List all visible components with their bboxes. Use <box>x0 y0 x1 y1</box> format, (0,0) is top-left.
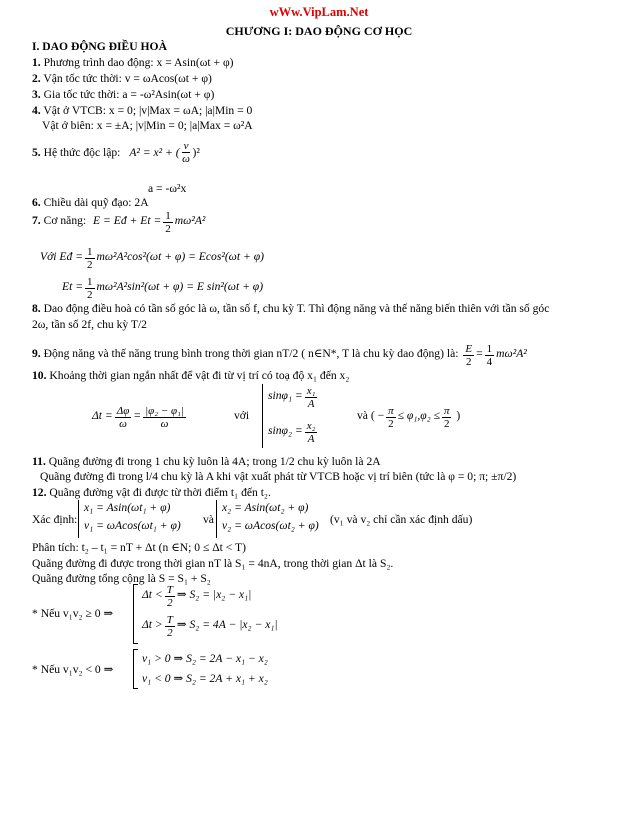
case-1-label: * Nếu v₁v₂ ≥ 0 ⇒ <box>32 607 114 620</box>
item-7c: Et = $\frac{1}{2}$ mω²A²sin²(ωt + φ) = E sin²(ωt + φ) <box>62 276 264 301</box>
item-3: 3. Gia tốc tức thời: a = -ω²Asin(ωt + φ) <box>32 88 215 101</box>
item-4: 4. Vật ở VTCB: x = 0; |v|Max = ωA; |a|Min = 0 <box>32 104 253 117</box>
item-11: 11. Quãng đường đi trong 1 chu kỳ luôn là 4A; trong 1/2 chu kỳ luôn là 2A <box>32 455 381 468</box>
sin-phi2: sinφ₂ = $\frac{\text{x₂}}{A}$ <box>268 420 316 445</box>
with-label: với <box>234 409 250 422</box>
and-label: và <box>203 513 214 526</box>
determine-label: Xác định: <box>32 513 78 526</box>
case-1a: Δt < $\frac{T}{2}$ ⇒ S₂ = |x₂ − x₁| <box>142 584 252 609</box>
item-8b: 2ω, tần số 2f, chu kỳ T/2 <box>32 318 147 331</box>
brace-2 <box>216 500 217 538</box>
case-2-label: * Nếu v₁v₂ < 0 ⇒ <box>32 663 114 676</box>
item-5b: a = -ω²x <box>148 182 187 195</box>
item-2: 2. Vận tốc tức thời: v = ωAcos(ωt + φ) <box>32 72 212 85</box>
delta-t-formula: Δt = $\frac{\Delta\varphi}{\omega}$ = $\frac{\text{|φ₂ − φ₁|}}{\omega}$ <box>92 405 184 430</box>
case-2a: v₁ > 0 ⇒ S₂ = 2A − x₁ − x₂ <box>142 652 268 665</box>
system-brace <box>262 384 263 448</box>
phi-range: và ( − $\frac{\pi}{2}$ ≤ φ₁,φ₂ ≤ $\frac{\pi}{2}$ ) <box>357 405 461 430</box>
item-1: 1. Phương trình dao động: x = Asin(ωt + φ) <box>32 56 234 69</box>
case-1-bracket <box>133 584 138 644</box>
chapter-title: CHƯƠNG I: DAO ĐỘNG CƠ HỌC <box>225 24 413 38</box>
eq-x1: x₁ = Asin(ωt₁ + φ) <box>84 501 171 514</box>
item-9: 9. Động năng và thế năng trung bình trong thời gian nT/2 ( n∈N*, T là chu kỳ dao động) là: $\frac{E}{2}$ = $\frac{1}{4}$ mω²A² <box>32 343 527 368</box>
brace-1 <box>78 500 79 538</box>
case-2b: v₁ < 0 ⇒ S₂ = 2A + x₁ + x₂ <box>142 672 268 685</box>
case-1b: Δt > $\frac{T}{2}$ ⇒ S₂ = 4A − |x₂ − x₁| <box>142 614 278 639</box>
item-8: 8. Dao động điều hoà có tần số góc là ω, tần số f, chu kỳ T. Thì động năng và thế năng biến thiên với tần số góc <box>32 302 550 315</box>
sin-phi1: sinφ₁ = $\frac{\text{x₁}}{A}$ <box>268 385 316 410</box>
sign-note: (v₁ và v₂ chỉ cần xác định dấu) <box>330 513 473 526</box>
item-6: 6. Chiều dài quỹ đạo: 2A <box>32 196 149 209</box>
item-7: 7. Cơ năng: E = Eđ + Et = $\frac{1}{2}$ mω²A² <box>32 210 206 235</box>
eq-v1: v₁ = ωAcos(ωt₁ + φ) <box>84 519 181 532</box>
item-11b: Quãng đường đi trong l/4 chu kỳ là A khi vật xuất phát từ VTCB hoặc vị trí biên (tức là φ = 0; π; ±π/2) <box>40 470 517 483</box>
item-5: 5. Hệ thức độc lập: A² = x² + ( $\frac{v}{\omega}$ )² <box>32 140 200 165</box>
case-2-bracket <box>133 649 138 689</box>
site-watermark[interactable]: wWw.VipLam.Net <box>269 5 369 19</box>
item-7b: Với Eđ = $\frac{1}{2}$ mω²A²cos²(ωt + φ) = Ecos²(ωt + φ) <box>40 246 264 271</box>
analysis-2: Quãng đường đi được trong thời gian nT là S₁ = 4nA, trong thời gian Δt là S₂. <box>32 557 394 570</box>
item-12: 12. Quãng đường vật đi được từ thời điểm t₁ đến t₂. <box>32 486 271 499</box>
item-10: 10. Khoảng thời gian ngắn nhất để vật đi từ vị trí có toạ độ x₁ đến x₂ <box>32 369 350 382</box>
eq-v2: v₂ = ωAcos(ωt₂ + φ) <box>222 519 319 532</box>
eq-x2: x₂ = Asin(ωt₂ + φ) <box>222 501 309 514</box>
analysis-1: Phân tích: t₂ – t₁ = nT + Δt (n ∈N; 0 ≤ Δt < T) <box>32 541 246 554</box>
analysis-3: Quãng đường tổng cộng là S = S₁ + S₂ <box>32 572 211 585</box>
item-4b: Vật ở biên: x = ±A; |v|Min = 0; |a|Max = ω²A <box>42 119 253 132</box>
section-heading: I. DAO ĐỘNG ĐIỀU HOÀ <box>32 40 167 53</box>
